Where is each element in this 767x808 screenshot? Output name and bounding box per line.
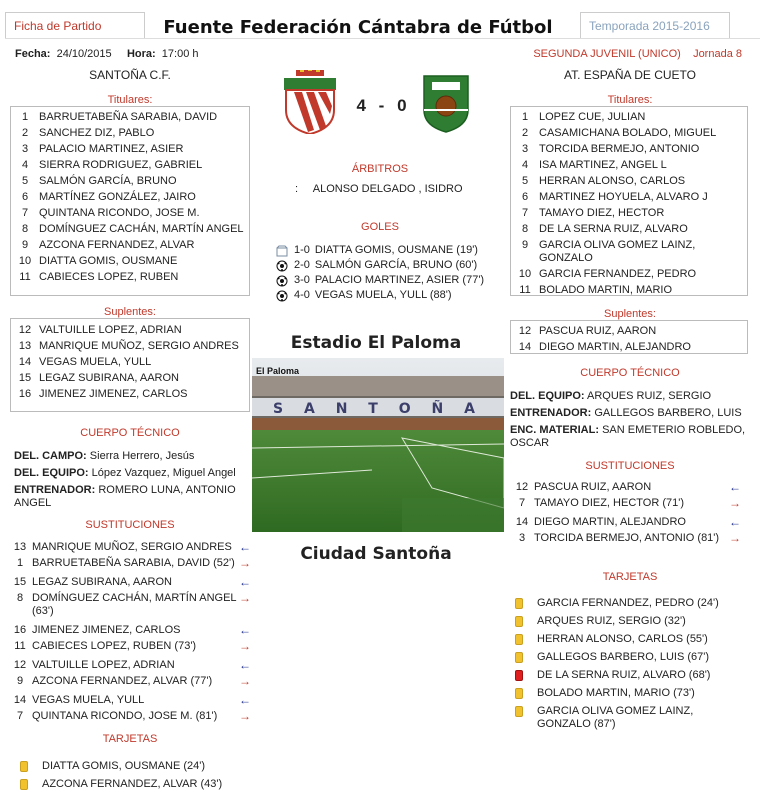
player-name[interactable]: DIATTA GOMIS, OUSMANE [39,254,178,267]
card-player[interactable]: DE LA SERNA RUIZ, ALVARO (68') [537,669,711,681]
player-row[interactable] [511,237,747,266]
player-number: 5 [21,174,29,187]
home-subs-list [10,318,250,412]
card-row[interactable] [515,687,747,700]
player-row[interactable] [11,370,249,386]
round: Jornada 8 [693,48,742,60]
player-row[interactable] [11,109,249,125]
substitution-row[interactable] [510,481,742,494]
player-row[interactable] [511,221,747,237]
stadium-name: Estadio El Paloma [290,333,462,353]
yellow-card-icon [515,688,523,699]
substitution-player[interactable]: TORCIDA BERMEJO, ANTONIO (81') [534,532,720,544]
goal-score: 3-0 [294,274,310,286]
substitution-player[interactable]: VEGAS MUELA, YULL [32,694,145,706]
substitution-number: 1 [16,557,24,569]
player-name[interactable]: SIERRA RODRIGUEZ, GABRIEL [39,158,203,171]
player-number: 6 [21,190,29,203]
card-row[interactable] [515,669,747,682]
player-row[interactable] [511,323,747,339]
home-substitutions [8,541,252,729]
yellow-card-icon [20,761,28,772]
player-name[interactable]: PASCUA RUIZ, AARON [539,324,657,337]
substitution-number: 7 [16,710,24,722]
arrow-right-icon: → [729,531,741,545]
player-row[interactable] [511,157,747,173]
player-name[interactable]: GARCIA FERNANDEZ, PEDRO [539,267,697,280]
substitution-player[interactable]: QUINTANA RICONDO, JOSE M. (81') [32,710,218,722]
player-row[interactable] [511,125,747,141]
substitution-player[interactable]: LEGAZ SUBIRANA, AARON [32,576,172,588]
goal-row[interactable] [276,288,506,303]
player-row[interactable] [11,173,249,189]
substitution-row[interactable] [8,557,252,570]
substitution-number: 12 [13,659,27,671]
referees-names: ALONSO DELGADO , ISIDRO [312,183,463,195]
player-row[interactable] [11,125,249,141]
staff-row [510,390,750,403]
player-row[interactable] [11,141,249,157]
substitution-player[interactable]: DOMÍNGUEZ CACHÁN, MARTÍN ANGEL (63') [32,592,237,617]
card-row[interactable] [20,760,252,773]
substitution-row[interactable] [510,532,742,545]
home-crest-icon[interactable] [282,70,338,137]
player-name[interactable]: AZCONA FERNANDEZ, ALVAR [39,238,195,251]
card-row[interactable] [515,705,747,731]
staff-row [14,450,252,463]
player-name[interactable]: MARTÍNEZ GONZÁLEZ, JAIRO [39,190,196,203]
player-row[interactable] [11,205,249,221]
substitution-number: 8 [16,592,24,604]
home-staff-title: CUERPO TÉCNICO [80,427,180,439]
substitution-row[interactable] [8,576,252,589]
player-row[interactable] [511,189,747,205]
staff-role: DEL. CAMPO: [14,450,87,462]
yellow-card-icon [515,634,523,645]
substitution-row[interactable] [510,516,742,529]
player-name[interactable]: VALTUILLE LOPEZ, ADRIAN [39,323,182,336]
staff-row [14,467,252,480]
away-goals: 0 [397,96,408,115]
city-name: Ciudad Santoña [300,544,452,564]
svg-text:S A N T O Ñ A: S A N T O Ñ A [273,401,483,417]
player-number: 4 [21,158,29,171]
player-name[interactable]: DE LA SERNA RUIZ, ALVARO [539,222,688,235]
home-staff [14,450,252,514]
arrow-left-icon: ← [239,658,251,672]
player-row[interactable] [11,322,249,338]
player-number: 2 [521,126,529,139]
away-subs-title: Suplentes: [604,308,656,320]
player-number: 11 [519,283,531,296]
goal-row[interactable] [276,243,506,258]
arrow-right-icon: → [239,639,251,653]
player-number: 7 [21,206,29,219]
player-number: 1 [21,110,29,123]
red-card-icon [515,670,523,681]
goal-row[interactable] [276,258,506,273]
staff-name: López Vazquez, Miguel Angel [91,467,236,479]
home-cards [20,760,252,796]
player-number: 16 [18,387,32,400]
player-number: 3 [21,142,29,155]
staff-row [510,407,750,420]
substitution-player[interactable]: CABIECES LOPEZ, RUBEN (73') [32,640,197,652]
away-cards-title: TARJETAS [602,571,658,583]
substitution-player[interactable]: PASCUA RUIZ, AARON [534,481,652,493]
player-number: 8 [521,222,529,235]
substitution-row[interactable] [8,675,252,688]
player-number: 12 [518,324,532,337]
player-row[interactable] [511,109,747,125]
soccer-ball-icon [276,275,288,287]
staff-role: ENC. MATERIAL: [510,424,600,436]
player-name[interactable]: DIEGO MARTIN, ALEJANDRO [539,340,691,353]
player-number: 7 [521,206,529,219]
substitution-row[interactable] [8,640,252,653]
goal-scorer[interactable]: SALMÓN GARCÍA, BRUNO (60') [314,259,478,271]
card-player[interactable]: DIATTA GOMIS, OUSMANE (24') [42,760,206,772]
player-number: 13 [18,339,32,352]
player-row[interactable] [11,386,249,402]
page-title: Fuente Federación Cántabra de Fútbol [163,17,553,38]
staff-role: ENTRENADOR: [14,484,96,496]
substitution-row[interactable] [8,694,252,707]
substitution-number: 14 [13,694,27,706]
substitution-number: 11 [14,640,26,652]
goal-scorer[interactable]: VEGAS MUELA, YULL (88') [314,289,452,301]
substitution-number: 14 [515,516,529,528]
away-subst-title: SUSTITUCIONES [585,460,675,472]
player-name[interactable]: SALMÓN GARCÍA, BRUNO [39,174,177,187]
arrow-right-icon: → [729,496,741,510]
arrow-right-icon: → [239,709,251,723]
card-player[interactable]: HERRAN ALONSO, CARLOS (55') [537,633,708,645]
soccer-ball-icon [276,260,288,272]
goals-list [276,243,506,303]
substitution-player[interactable]: VALTUILLE LOPEZ, ADRIAN [32,659,175,671]
substitution-number: 16 [13,624,27,636]
card-player[interactable]: GARCIA OLIVA GOMEZ LAINZ, GONZALO (87') [537,705,694,730]
staff-name: SAN EMETERIO ROBLEDO, OSCAR [510,424,746,449]
arrow-right-icon: → [239,556,251,570]
substitution-row[interactable] [8,624,252,637]
header-divider [5,38,760,39]
home-cards-title: TARJETAS [102,733,158,745]
home-starters-title: Titulares: [107,94,153,106]
yellow-card-icon [515,652,523,663]
player-name[interactable]: LOPEZ CUE, JULIAN [539,110,646,123]
arrow-left-icon: ← [239,693,251,707]
player-name[interactable]: TAMAYO DIEZ, HECTOR [539,206,665,219]
player-row[interactable] [511,205,747,221]
player-name[interactable]: BARRUETABEÑA SARABIA, DAVID [39,110,218,123]
substitution-number: 15 [13,576,27,588]
substitution-row[interactable] [8,541,252,554]
player-row[interactable] [511,173,747,189]
player-row[interactable] [11,354,249,370]
player-row[interactable] [11,269,249,285]
goal-scorer[interactable]: PALACIO MARTINEZ, ASIER (77') [314,274,485,286]
substitution-number: 12 [515,481,529,493]
goal-net-icon [276,245,288,257]
player-name[interactable]: TORCIDA BERMEJO, ANTONIO [539,142,700,155]
arrow-left-icon: ← [239,623,251,637]
goal-row[interactable] [276,273,506,288]
player-name[interactable]: BOLADO MARTIN, MARIO [539,283,673,296]
substitution-player[interactable]: BARRUETABEÑA SARABIA, DAVID (52') [32,557,235,569]
score-separator: - [378,96,386,115]
player-row[interactable] [11,338,249,354]
staff-row [14,484,252,510]
player-row[interactable] [11,237,249,253]
ficha-tab[interactable]: Ficha de Partido [5,12,145,39]
player-number: 12 [18,323,32,336]
player-name[interactable]: HERRAN ALONSO, CARLOS [539,174,686,187]
away-subs-list [510,320,748,354]
player-name[interactable]: CABIECES LOPEZ, RUBEN [39,270,179,283]
player-name[interactable]: SANCHEZ DIZ, PABLO [39,126,155,139]
yellow-card-icon [515,616,523,627]
card-player[interactable]: GARCIA FERNANDEZ, PEDRO (24') [537,597,719,609]
staff-name: ROMERO LUNA, ANTONIO ANGEL [14,484,236,509]
goals-title: GOLES [361,221,399,233]
player-row[interactable] [11,221,249,237]
home-subst-title: SUSTITUCIONES [85,519,175,531]
competition-name: SEGUNDA JUVENIL (UNICO) [533,48,681,60]
referees-prefix: : [295,183,299,195]
photo-caption: El Paloma [256,366,300,376]
player-row[interactable] [11,157,249,173]
season-tab[interactable]: Temporada 2015-2016 [580,12,730,39]
staff-row [510,424,750,450]
home-team-name[interactable]: SANTOÑA C.F. [89,68,171,82]
player-name[interactable]: QUINTANA RICONDO, JOSE M. [39,206,200,219]
goal-score: 1-0 [294,244,310,256]
staff-role: ENTRENADOR: [510,407,592,419]
away-starters-list [510,106,748,296]
card-player[interactable]: GALLEGOS BARBERO, LUIS (67') [537,651,710,663]
player-number: 8 [21,222,29,235]
player-row[interactable] [511,266,747,282]
card-row[interactable] [515,597,747,610]
player-name[interactable]: JIMENEZ JIMENEZ, CARLOS [39,387,188,400]
match-datetime [15,48,199,60]
staff-name: ARQUES RUIZ, SERGIO [587,390,712,402]
player-number: 9 [521,238,529,251]
player-name[interactable]: CASAMICHANA BOLADO, MIGUEL [539,126,717,139]
player-row[interactable] [511,282,747,298]
player-number: 10 [518,267,532,280]
scoreboard [344,96,420,116]
card-row[interactable] [515,615,747,628]
player-row[interactable] [11,189,249,205]
arrow-left-icon: ← [729,480,741,494]
substitution-number: 7 [518,497,526,509]
substitution-player[interactable]: TAMAYO DIEZ, HECTOR (71') [534,497,685,509]
date-value: 24/10/2015 [56,48,112,60]
referees [295,183,505,195]
player-number: 14 [518,340,532,353]
arrow-left-icon: ← [239,540,251,554]
away-starters-title: Titulares: [607,94,653,106]
staff-name: Sierra Herrero, Jesús [89,450,195,462]
substitution-row[interactable] [8,710,252,723]
card-player[interactable]: AZCONA FERNANDEZ, ALVAR (43') [42,778,223,790]
player-name[interactable]: ISA MARTINEZ, ANGEL L [539,158,667,171]
home-starters-list [10,106,250,296]
arrow-left-icon: ← [729,515,741,529]
player-name[interactable]: GARCIA OLIVA GOMEZ LAINZ, GONZALO [539,238,696,264]
time-label: Hora: [126,48,156,60]
substitution-row[interactable] [8,659,252,672]
player-number: 3 [521,142,529,155]
stadium-photo[interactable] [252,358,504,532]
staff-name: GALLEGOS BARBERO, LUIS [594,407,742,419]
away-cards [515,597,747,736]
card-player[interactable]: BOLADO MARTIN, MARIO (73') [537,687,695,699]
referees-title: ÁRBITROS [351,163,409,175]
arrow-right-icon: → [239,591,251,605]
substitution-number: 13 [13,541,27,553]
player-name[interactable]: MARTINEZ HOYUELA, ALVARO J [539,190,708,203]
card-row[interactable] [20,778,252,791]
goal-score: 2-0 [294,259,310,271]
player-number: 10 [18,254,32,267]
arrow-left-icon: ← [239,575,251,589]
player-number: 11 [19,270,31,283]
substitution-player[interactable]: MANRIQUE MUÑOZ, SERGIO ANDRES [32,541,232,553]
substitution-player[interactable]: AZCONA FERNANDEZ, ALVAR (77') [32,675,213,687]
staff-role: DEL. EQUIPO: [14,467,89,479]
substitution-row[interactable] [510,497,742,510]
player-number: 4 [521,158,529,171]
soccer-ball-icon [276,290,288,302]
home-subs-title: Suplentes: [104,306,156,318]
player-number: 5 [521,174,529,187]
away-substitutions [510,481,742,551]
card-row[interactable] [515,651,747,664]
player-number: 2 [21,126,29,139]
staff-role: DEL. EQUIPO: [510,390,585,402]
yellow-card-icon [20,779,28,790]
time-value: 17:00 h [161,48,199,60]
away-team-name[interactable]: AT. ESPAÑA DE CUETO [563,68,697,82]
goal-score: 4-0 [294,289,310,301]
player-row[interactable] [511,141,747,157]
substitution-row[interactable] [8,592,252,618]
substitution-number: 9 [16,675,24,687]
yellow-card-icon [515,706,523,717]
away-crest-icon[interactable] [422,74,470,137]
card-player[interactable]: ARQUES RUIZ, SERGIO (32') [537,615,686,627]
date-label: Fecha: [15,48,51,60]
player-name[interactable]: VEGAS MUELA, YULL [39,355,152,368]
player-name[interactable]: LEGAZ SUBIRANA, AARON [39,371,179,384]
home-goals: 4 [356,96,367,115]
player-number: 15 [18,371,32,384]
player-number: 6 [521,190,529,203]
arrow-right-icon: → [239,674,251,688]
player-number: 1 [521,110,529,123]
player-row[interactable] [11,253,249,269]
competition [533,48,742,60]
card-row[interactable] [515,633,747,646]
player-name[interactable]: DOMÍNGUEZ CACHÁN, MARTÍN ANGEL [39,222,244,235]
player-number: 14 [18,355,32,368]
player-row[interactable] [511,339,747,355]
substitution-player[interactable]: JIMENEZ JIMENEZ, CARLOS [32,624,181,636]
player-name[interactable]: PALACIO MARTINEZ, ASIER [39,142,184,155]
away-staff-title: CUERPO TÉCNICO [580,367,680,379]
player-number: 9 [21,238,29,251]
away-staff [510,390,750,454]
player-name[interactable]: MANRIQUE MUÑOZ, SERGIO ANDRES [39,339,239,352]
goal-scorer[interactable]: DIATTA GOMIS, OUSMANE (19') [314,244,478,256]
substitution-number: 3 [518,532,526,544]
yellow-card-icon [515,598,523,609]
substitution-player[interactable]: DIEGO MARTIN, ALEJANDRO [534,516,686,528]
